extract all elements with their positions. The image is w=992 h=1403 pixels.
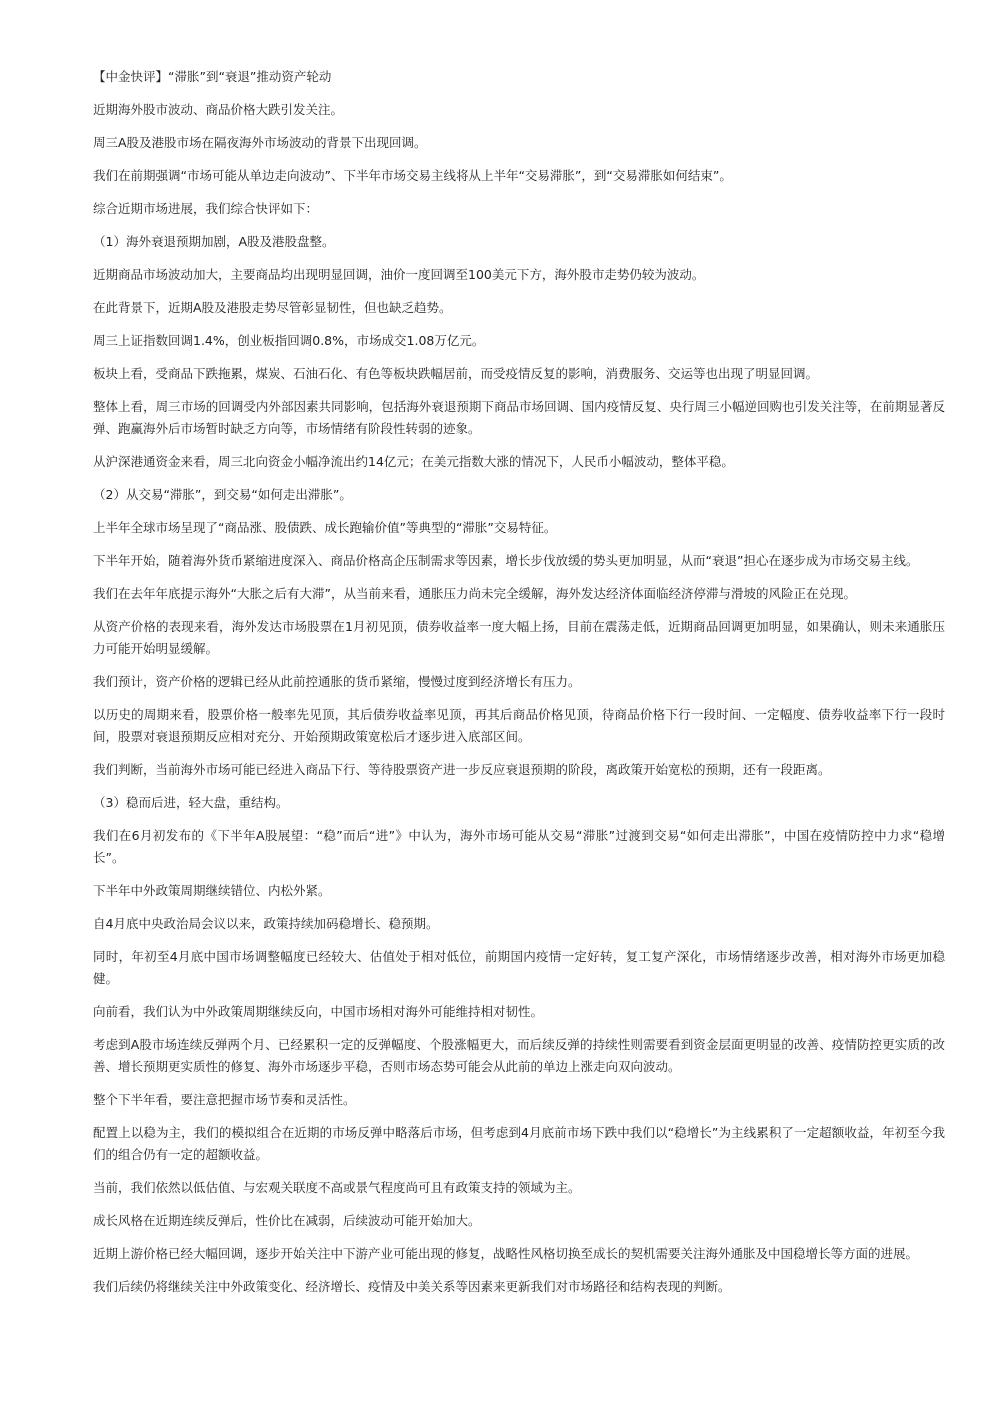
- paragraph: 下半年中外政策周期继续错位、内松外紧。: [93, 883, 331, 898]
- paragraph: 在此背景下，近期A股及港股走势尽管彰显韧性，但也缺乏趋势。: [93, 300, 452, 315]
- paragraph: 近期海外股市波动、商品价格大跌引发关注。: [93, 102, 344, 117]
- paragraph: 整体上看，周三市场的回调受内外部因素共同影响，包括海外衰退预期下商品市场回调、国内疫情反复、央行周三小幅逆回购也引发关注等，在前期显著反弹、跑赢海外后市场暂时缺乏方向等，市场情绪有阶段性转弱的迹象。: [93, 399, 945, 436]
- article: [93, 66, 945, 1309]
- article-title: 【中金快评】“滞胀”到“衰退”推动资产轮动: [93, 69, 332, 84]
- paragraph: 我们在去年年底提示海外“大胀之后有大滞”，从当前来看，通胀压力尚未完全缓解，海外发达经济体面临经济停滞与滑坡的风险正在兑现。: [93, 586, 856, 601]
- paragraph: 自4月底中央政治局会议以来，政策持续加码稳增长、稳预期。: [93, 916, 439, 931]
- paragraph: 成长风格在近期连续反弹后，性价比在减弱，后续波动可能开始加大。: [93, 1213, 481, 1228]
- paragraph: 板块上看，受商品下跌拖累，煤炭、石油石化、有色等板块跌幅居前，而受疫情反复的影响，消费服务、交运等也出现了明显回调。: [93, 366, 819, 381]
- paragraph: 配置上以稳为主，我们的模拟组合在近期的市场反弹中略落后市场，但考虑到4月底前市场下跌中我们以“稳增长”为主线累积了一定超额收益，年初至今我们的组合仍有一定的超额收益。: [93, 1125, 945, 1162]
- paragraph: 我们判断，当前海外市场可能已经进入商品下行、等待股票资产进一步反应衰退预期的阶段，离政策开始宽松的预期，还有一段距离。: [93, 762, 831, 777]
- paragraph: 上半年全球市场呈现了“商品涨、股债跌、成长跑输价值”等典型的“滞胀”交易特征。: [93, 520, 557, 535]
- paragraph: 以历史的周期来看，股票价格一般率先见顶，其后债券收益率见顶，再其后商品价格见顶，待商品价格下行一段时间、一定幅度、债券收益率下行一段时间，股票对衰退预期反应相对充分、开始预期政策宽松后才逐步进入底部区间。: [93, 707, 945, 744]
- section-heading: （3）稳而后进，轻大盘，重结构。: [93, 795, 289, 810]
- paragraph: 整个下半年看，要注意把握市场节奏和灵活性。: [93, 1092, 356, 1107]
- paragraph: 近期商品市场波动加大，主要商品均出现明显回调，油价一度回调至100美元下方，海外股市走势仍较为波动。: [93, 267, 705, 282]
- section-heading: （2）从交易“滞胀”，到交易“如何走出滞胀”。: [93, 487, 352, 502]
- paragraph: 周三A股及港股市场在隔夜海外市场波动的背景下出现回调。: [93, 135, 427, 150]
- paragraph: 当前，我们依然以低估值、与宏观关联度不高或景气程度尚可且有政策支持的领域为主。: [93, 1180, 581, 1195]
- paragraph: 周三上证指数回调1.4%，创业板指回调0.8%，市场成交1.08万亿元。: [93, 333, 485, 348]
- paragraph: 我们在前期强调“市场可能从单边走向波动”、下半年市场交易主线将从上半年“交易滞胀”，到“交易滞胀如何结束”。: [93, 168, 732, 183]
- paragraph: 我们在6月初发布的《下半年A股展望：“稳”而后“进”》中认为，海外市场可能从交易“滞胀”过渡到交易“如何走出滞胀”，中国在疫情防控中力求“稳增长”。: [93, 828, 945, 865]
- paragraph: 从沪深港通资金来看，周三北向资金小幅净流出约14亿元；在美元指数大涨的情况下，人民币小幅波动，整体平稳。: [93, 454, 734, 469]
- section-heading: （1）海外衰退预期加剧，A股及港股盘整。: [93, 234, 335, 249]
- paragraph: 从资产价格的表现来看，海外发达市场股票在1月初见顶，债券收益率一度大幅上扬，目前在震荡走低，近期商品回调更加明显，如果确认，则未来通胀压力可能开始明显缓解。: [93, 619, 945, 656]
- paragraph: 我们后续仍将继续关注中外政策变化、经济增长、疫情及中美关系等因素来更新我们对市场路径和结构表现的判断。: [93, 1279, 731, 1294]
- paragraph: 向前看，我们认为中外政策周期继续反向，中国市场相对海外可能维持相对韧性。: [93, 1004, 544, 1019]
- paragraph: 同时，年初至4月底中国市场调整幅度已经较大、估值处于相对低位，前期国内疫情一定好转，复工复产深化，市场情绪逐步改善，相对海外市场更加稳健。: [93, 949, 945, 986]
- paragraph: 下半年开始，随着海外货币紧缩进度深入、商品价格高企压制需求等因素，增长步伐放缓的势头更加明显，从而“衰退”担心在逐步成为市场交易主线。: [93, 553, 919, 568]
- paragraph: 我们预计，资产价格的逻辑已经从此前控通胀的货币紧缩，慢慢过度到经济增长有压力。: [93, 674, 581, 689]
- paragraph: 近期上游价格已经大幅回调，逐步开始关注中下游产业可能出现的修复，战略性风格切换至成长的契机需要关注海外通胀及中国稳增长等方面的进展。: [93, 1246, 919, 1261]
- article-body: [93, 99, 945, 1298]
- paragraph: 综合近期市场进展，我们综合快评如下：: [93, 201, 319, 216]
- paragraph: 考虑到A股市场连续反弹两个月、已经累积一定的反弹幅度、个股涨幅更大，而后续反弹的持续性则需要看到资金层面更明显的改善、疫情防控更实质的改善、增长预期更实质性的修复、海外市场逐步平稳，否则市场态势可能会从此前的单边上涨走向双向波动。: [93, 1037, 945, 1074]
